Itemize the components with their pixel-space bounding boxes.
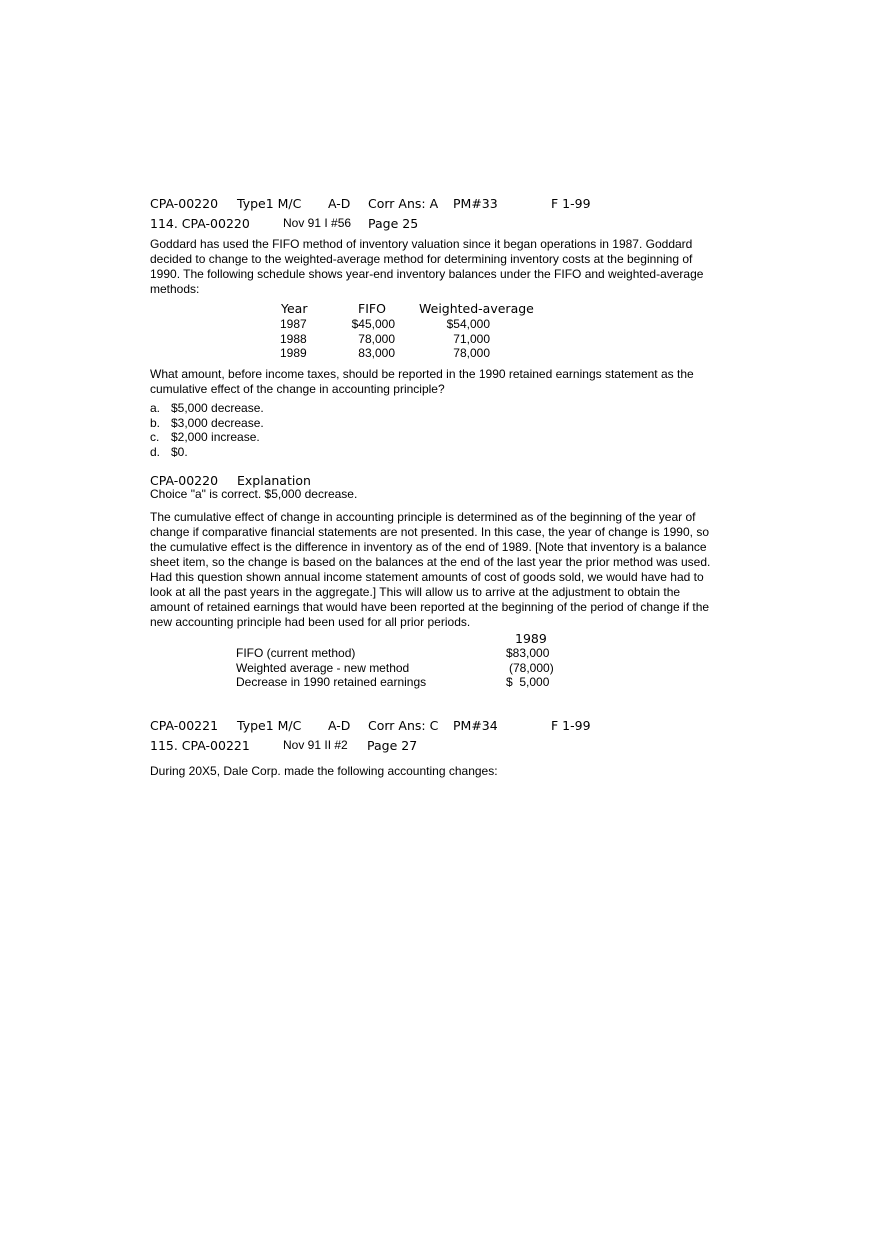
option-text: $0. bbox=[171, 445, 188, 459]
table-cell-fifo: $45,000 bbox=[351, 317, 395, 331]
calc-value: (78,000) bbox=[509, 661, 554, 675]
question-page: Page 27 bbox=[367, 738, 418, 753]
option-letter: c. bbox=[150, 430, 160, 444]
question-page: Page 25 bbox=[368, 216, 419, 231]
question-type: Type1 M/C bbox=[237, 718, 302, 733]
explanation-body: The cumulative effect of change in accounting principle is determined as of the beginning of the year of change if comparative financial statements are not presented. In this case, the year of change is 1990, so the cumulative effect is the difference in inventory as of the end of 1989. [Note that inventory is a balance sheet item, so the change is based on the balances at the end of the last year the prior method was used. Had this question shown annual income statement amounts of cost of goods sold, we would have had to look at all the past years in the aggregate.] This will allow us to arrive at the adjustment to obtain the amount of retained earnings that would have been reported at the beginning of the period of change if the new accounting principle had been used for all prior periods. bbox=[150, 510, 711, 629]
question-id: CPA-00220 bbox=[150, 196, 219, 211]
question-source: Nov 91 II #2 bbox=[283, 738, 348, 752]
table-cell-weighted: 71,000 bbox=[453, 332, 490, 346]
question-reference bbox=[150, 738, 450, 754]
pm-number: PM#33 bbox=[453, 196, 498, 211]
question-header bbox=[150, 718, 610, 734]
option-letter: a. bbox=[150, 401, 161, 415]
question-source: Nov 91 I #56 bbox=[283, 216, 352, 230]
table-cell-year: 1987 bbox=[280, 317, 307, 331]
table-cell-year: 1988 bbox=[280, 332, 307, 346]
explanation-title: Explanation bbox=[237, 473, 311, 488]
question-type: Type1 M/C bbox=[237, 196, 302, 211]
explanation-choice: Choice "a" is correct. $5,000 decrease. bbox=[150, 487, 358, 501]
table-cell-weighted: $54,000 bbox=[446, 317, 490, 331]
calc-value: $83,000 bbox=[506, 646, 550, 660]
question-number: 114. CPA-00220 bbox=[150, 216, 250, 231]
question-number: 115. CPA-00221 bbox=[150, 738, 250, 753]
question-header bbox=[150, 196, 610, 212]
table-header-year: Year bbox=[281, 301, 308, 316]
table-cell-weighted: 78,000 bbox=[453, 346, 490, 360]
table-cell-fifo: 83,000 bbox=[358, 346, 395, 360]
form-code: F 1-99 bbox=[551, 196, 591, 211]
table-cell-year: 1989 bbox=[280, 346, 307, 360]
calc-label: Decrease in 1990 retained earnings bbox=[236, 675, 427, 689]
calc-label: Weighted average - new method bbox=[236, 661, 410, 675]
calc-value: $ 5,000 bbox=[506, 675, 550, 689]
pm-number: PM#34 bbox=[453, 718, 498, 733]
table-cell-fifo: 78,000 bbox=[358, 332, 395, 346]
question-stem: Goddard has used the FIFO method of inventory valuation since it began operations in 1987. Goddard decided to change to the weighted-average method for determining inventory costs at the beginning of 1990. The following schedule shows year-end inventory balances under the FIFO and weighted-average methods: bbox=[150, 237, 704, 296]
question-id: CPA-00221 bbox=[150, 718, 219, 733]
option-text: $3,000 decrease. bbox=[171, 416, 264, 430]
calc-label: FIFO (current method) bbox=[236, 646, 356, 660]
option-letter: b. bbox=[150, 416, 161, 430]
question-reference bbox=[150, 216, 450, 232]
calculation-table bbox=[236, 631, 566, 691]
correct-answer: Corr Ans: A bbox=[368, 196, 439, 211]
inventory-table bbox=[280, 301, 540, 363]
option-text: $5,000 decrease. bbox=[171, 401, 264, 415]
table-header-fifo: FIFO bbox=[358, 301, 386, 316]
question-section: A-D bbox=[328, 196, 351, 211]
option-letter: d. bbox=[150, 445, 161, 459]
question-section: A-D bbox=[328, 718, 351, 733]
option-text: $2,000 increase. bbox=[171, 430, 260, 444]
question-stem: During 20X5, Dale Corp. made the following accounting changes: bbox=[150, 764, 498, 778]
correct-answer: Corr Ans: C bbox=[368, 718, 439, 733]
answer-options bbox=[150, 401, 350, 461]
table-header-weighted: Weighted-average bbox=[419, 301, 534, 316]
form-code: F 1-99 bbox=[551, 718, 591, 733]
calc-year-header: 1989 bbox=[515, 631, 547, 646]
question-text: What amount, before income taxes, should be reported in the 1990 retained earnings statement as the cumulative effect of the change in accounting principle? bbox=[150, 367, 694, 396]
explanation-id: CPA-00220 bbox=[150, 473, 219, 488]
